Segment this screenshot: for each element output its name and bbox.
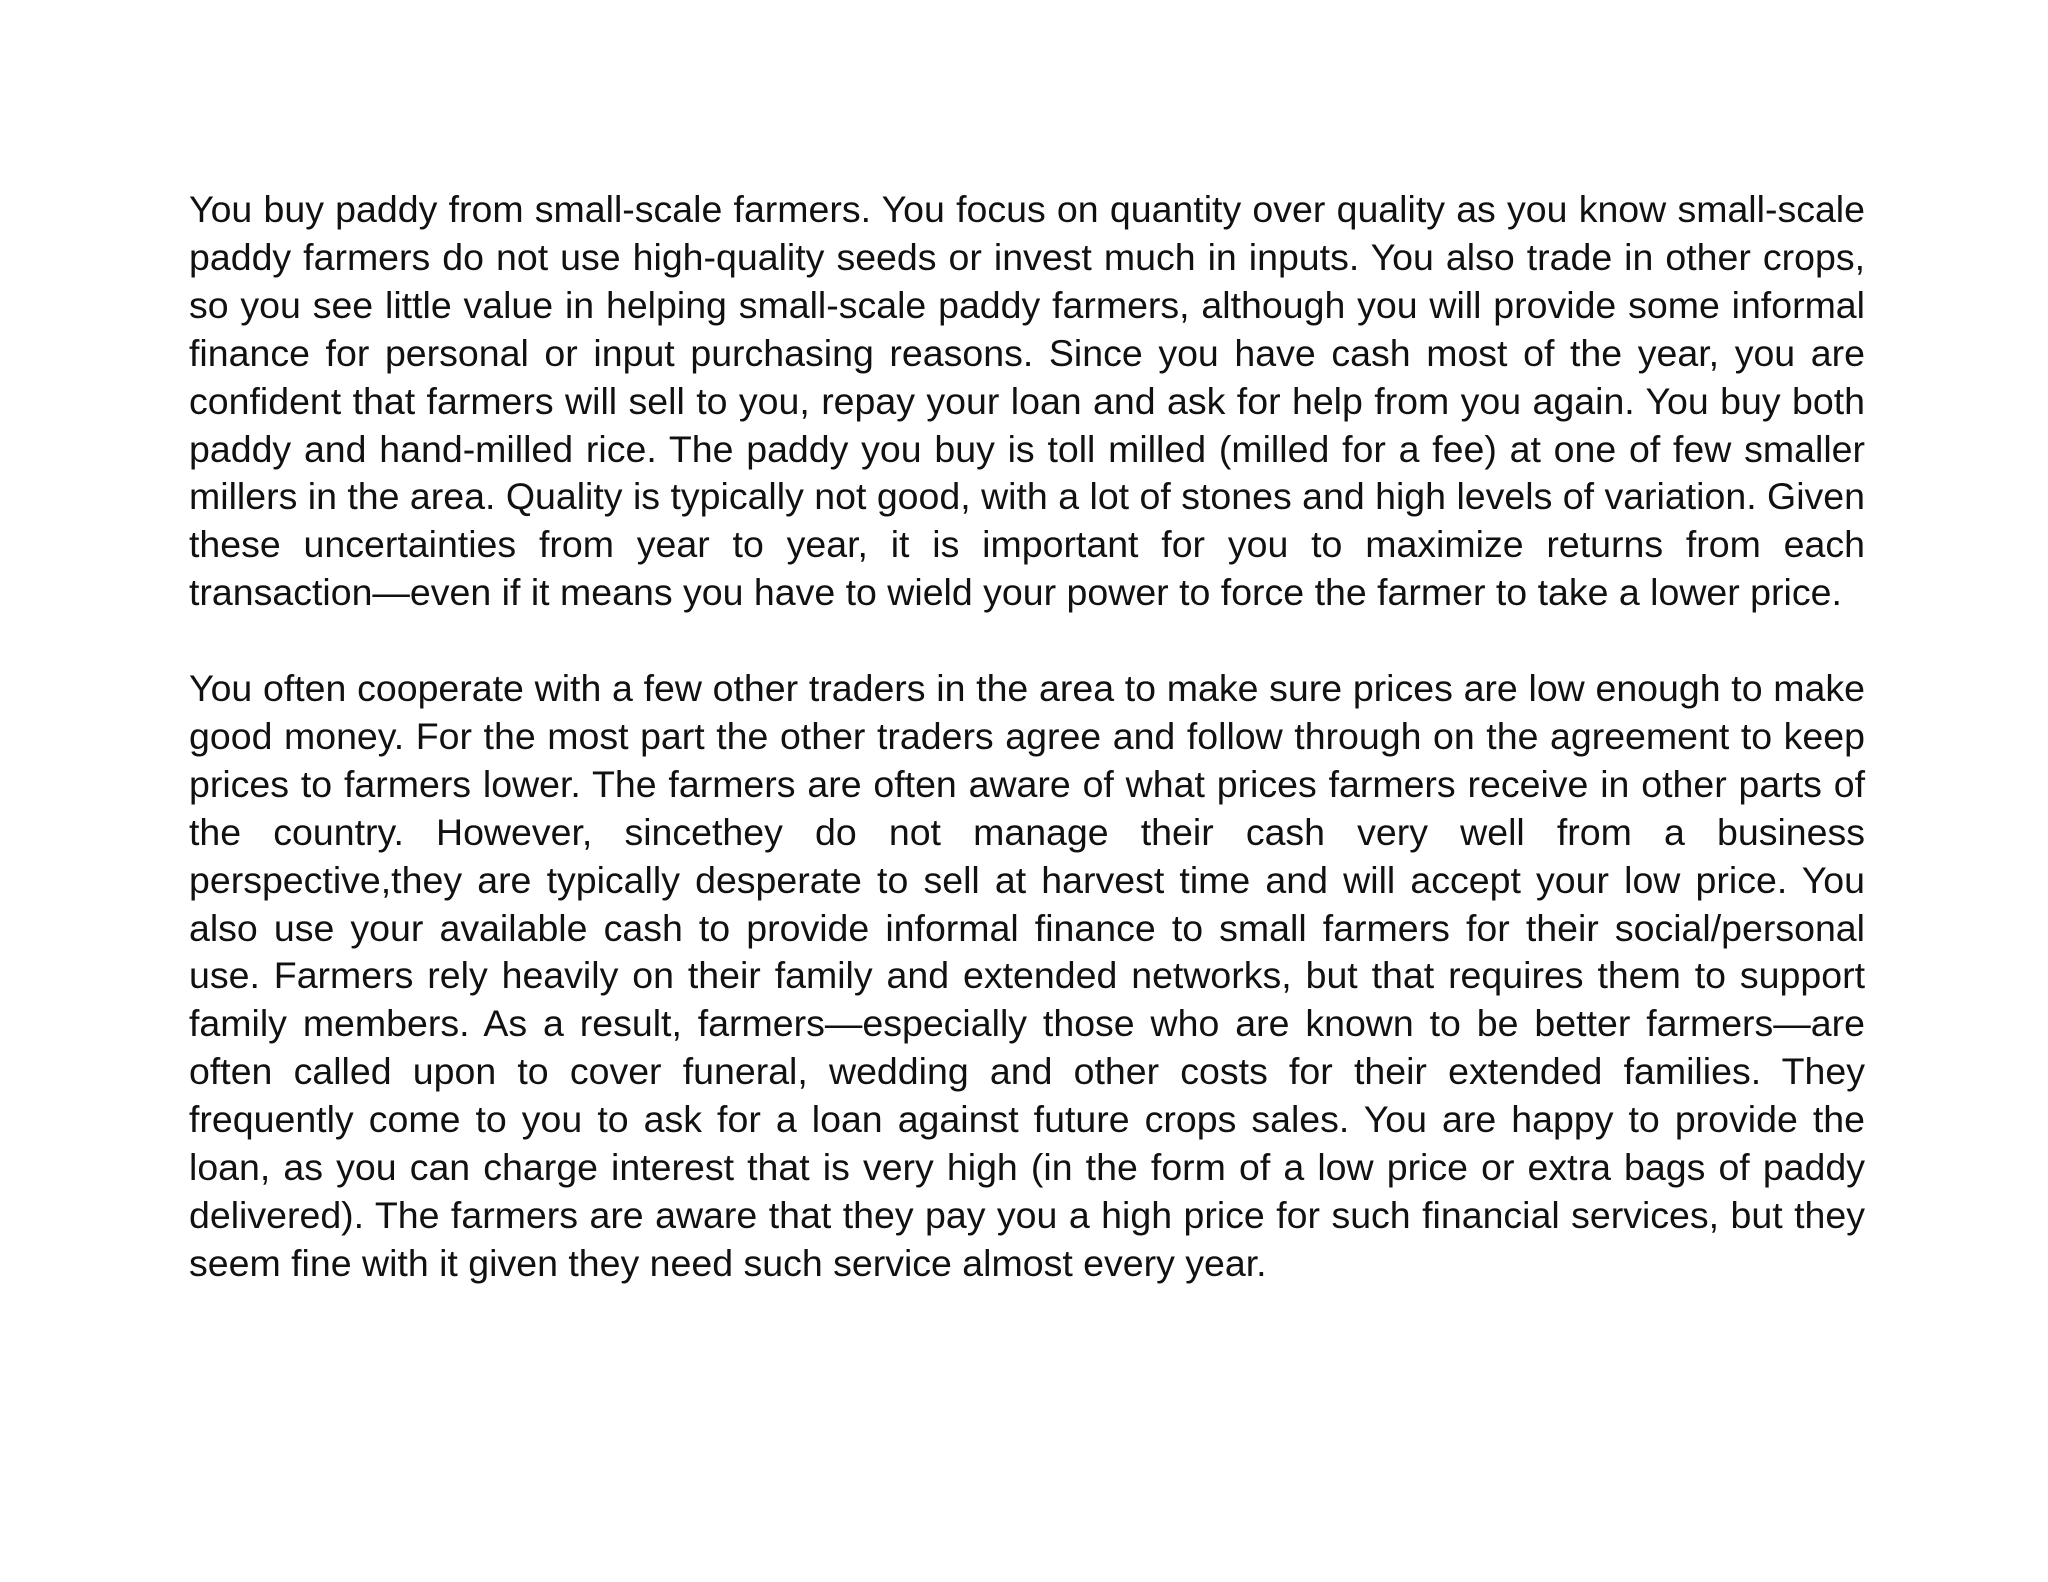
paragraph-trader-cooperation: You often cooperate with a few other traders in the area to make sure prices are low enough to make good money. For the most part the other traders agree and follow through on the agreement to keep prices to farmers lower. The farmers are often aware of what prices farmers receive in other parts of the country. However, sincethey do not manage their cash very well from a business perspective,they are typically desperate to sell at harvest time and will accept your low price. You also use your available cash to provide informal finance to small farmers for their social/personal use. Farmers rely heavily on their family and extended networks, but that requires them to support family members. As a result, farmers—especially those who are known to be better farmers—are often called upon to cover funeral, wedding and other costs for their extended families. They frequently come to you to ask for a loan against future crops sales. You are happy to provide the loan, as you can charge interest that is very high (in the form of a low price or extra bags of paddy delivered). The farmers are aware that they pay you a high price for such financial services, but they seem fine with it given they need such service almost every year.	[189, 667, 1865, 1284]
paragraph-trader-profile: You buy paddy from small-scale farmers. You focus on quantity over quality as you know small-scale paddy farmers do not use high-quality seeds or invest much in inputs. You also trade in other crops, so you see little value in helping small-scale paddy farmers, although you will provide some informal finance for personal or input purchasing reasons. Since you have cash most of the year, you are confident that farmers will sell to you, repay your loan and ask for help from you again. You buy both paddy and hand-milled rice. The paddy you buy is toll milled (milled for a fee) at one of few smaller millers in the area. Quality is typically not good, with a lot of stones and high levels of variation. Given these uncertainties from year to year, it is important for you to maximize returns from each transaction—even if it means you have to wield your power to force the farmer to take a lower price.	[189, 188, 1865, 614]
document-body	[189, 186, 1865, 1288]
